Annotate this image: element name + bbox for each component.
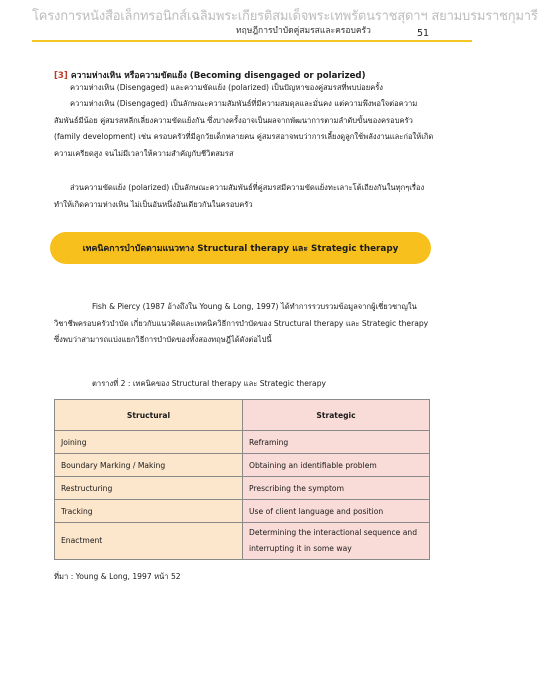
table-row [55,477,430,500]
column-header-structural: Structural [55,400,243,431]
paragraph-disengaged: ความห่างเหิน (Disengaged) เป็นลักษณะความสัมพันธ์ที่มีความสมดุลและมั่นคง แต่ความพึงพอใจต่อความสัมพันธ์มีน้อย คู่สมรสหลีกเลี่ยงความขัดแย้งกัน ซึ่งบางครั้งอาจเป็นผลจากพัฒนาการตามลำดับขั้นของครอบครัว (family development) เช่น ครอบครัวที่มีลูกวัยเด็กหลายคน คู่สมรสอาจพบว่าการเลี้ยงดูลูกใช้พลังงานและก่อให้เกิดความเครียดสูง จนไม่มีเวลาให้ความสำคัญกับชีวิตสมรส [54,99,434,158]
table-cell: Prescribing the symptom [243,477,430,500]
header-rule [32,40,472,42]
techniques-banner [50,232,431,264]
paragraph-polarized: ส่วนความขัดแย้ง (polarized) เป็นลักษณะความสัมพันธ์ที่คู่สมรสมีความขัดแย้งทะเลาะโต้เถียงกันในทุกๆเรื่อง ทำให้เกิดความห่างเหิน ไม่เป็นอันหนึ่งอันเดียวกันในครอบครัว [54,183,425,209]
table-cell: Enactment [55,523,243,560]
paragraph-intro: Fish & Piercy (1987 อ้างถึงใน Young & Long, 1997) ได้ทำการรวบรวมข้อมูลจากผู้เชี่ยวชาญในวิชาชีพครอบครัวบำบัด เกี่ยวกับแนวคิดและเทคนิควิธีการบำบัดของ Structural therapy และ Strategic therapy ซึ่งพบว่าสามารถแบ่งแยกวิธีการบำบัดของทั้งสองทฤษฎีได้ดังต่อไปนี้ [54,302,429,345]
page-number: 51 [417,28,430,39]
table-header-row [55,400,430,431]
table-row [55,523,430,560]
section-title: ความห่างเหิน หรือความขัดแย้ง (Becoming disengaged or polarized) [70,71,366,81]
header-project-title: โครงการหนังสือเล็กทรอนิกส์เฉลิมพระเกียรติสมเด็จพระเทพรัตนราชสุดาฯ สยามบรมราชกุมารี [32,9,538,24]
section-number: [3] [54,71,68,81]
table-cell: Tracking [55,500,243,523]
header-book-title: ทฤษฎีการบำบัดคู่สมรสและครอบครัว [236,26,371,36]
table-row [55,500,430,523]
table-row [55,431,430,454]
table-cell: Obtaining an identifiable problem [243,454,430,477]
techniques-table [54,399,430,560]
table-cell: Determining the interactional sequence and interrupting it in some way [243,523,430,560]
table-row [55,454,430,477]
table-cell: Reframing [243,431,430,454]
table-cell: Restructuring [55,477,243,500]
table-cell: Boundary Marking / Making [55,454,243,477]
banner-title: เทคนิคการบำบัดตามแนวทาง Structural therapy และ Strategic therapy [82,244,399,254]
table-cell: Joining [55,431,243,454]
table-cell: Use of client language and position [243,500,430,523]
paragraph-overview: ความห่างเหิน (Disengaged) และความขัดแย้ง (polarized) เป็นปัญหาของคู่สมรสที่พบบ่อยครั้ง [70,83,384,92]
table-caption: ตารางที่ 2 : เทคนิคของ Structural therapy และ Strategic therapy [92,379,327,388]
table-source: ที่มา : Young & Long, 1997 หน้า 52 [54,572,181,581]
column-header-strategic: Strategic [243,400,430,431]
